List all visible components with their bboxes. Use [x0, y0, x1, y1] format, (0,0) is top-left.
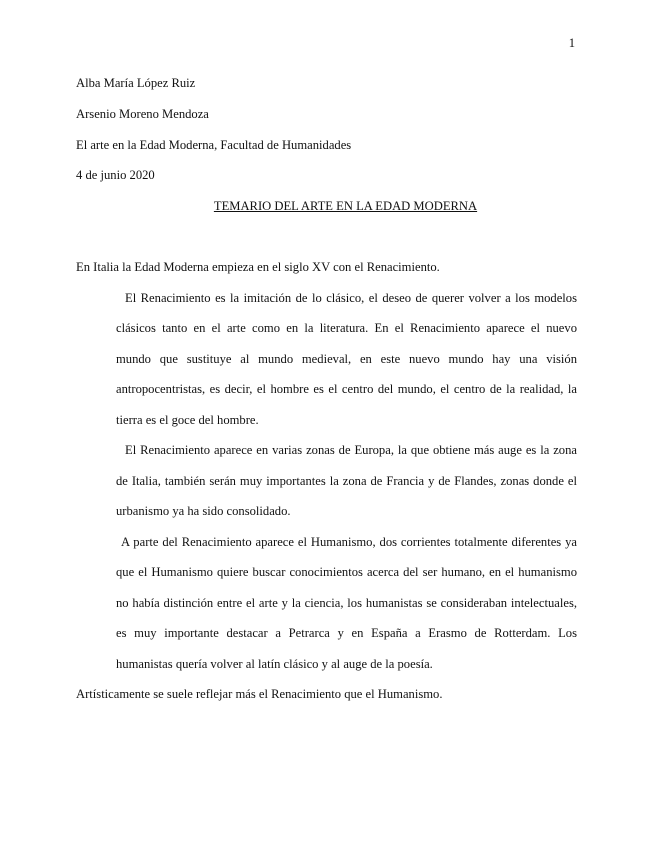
paragraph-line: tierra es el goce del hombre.	[116, 413, 259, 427]
closing-paragraph: Artísticamente se suele reflejar más el Renacimiento que el Humanismo.	[76, 687, 443, 701]
paragraph-line: urbanismo ya ha sido consolidado.	[116, 504, 291, 518]
paragraph-line: El Renacimiento aparece en varias zonas de Europa, la que obtiene más auge es la zona	[125, 443, 577, 457]
paragraph-line: clásicos tanto en el arte como en la literatura. En el Renacimiento aparece el nuevo	[116, 321, 577, 335]
document-title: TEMARIO DEL ARTE EN LA EDAD MODERNA	[213, 199, 478, 213]
page-number: 1	[568, 36, 575, 50]
paragraph-line: no había distinción entre el arte y la ciencia, los humanistas se consideraban intelectuales,	[116, 596, 577, 610]
paragraph-line: El Renacimiento es la imitación de lo clásico, el deseo de querer volver a los modelos	[125, 291, 577, 305]
instructor-name: Arsenio Moreno Mendoza	[76, 107, 209, 121]
paragraph-line: humanistas quería volver al latín clásico y al auge de la poesía.	[116, 657, 433, 671]
intro-paragraph: En Italia la Edad Moderna empieza en el siglo XV con el Renacimiento.	[76, 260, 440, 274]
paragraph-line: A parte del Renacimiento aparece el Humanismo, dos corrientes totalmente diferentes ya	[121, 535, 577, 549]
document-date: 4 de junio 2020	[76, 168, 155, 182]
paragraph-line: es muy importante destacar a Petrarca y en España a Erasmo de Rotterdam. Los	[116, 626, 577, 640]
author-name: Alba María López Ruiz	[76, 76, 196, 90]
paragraph-line: mundo que sustituye al mundo medieval, en este nuevo mundo hay una visión	[116, 352, 577, 366]
course-name: El arte en la Edad Moderna, Facultad de Humanidades	[76, 138, 352, 152]
paragraph-line: de Italia, también serán muy importantes la zona de Francia y de Flandes, zonas donde el	[116, 474, 577, 488]
paragraph-line: antropocentristas, es decir, el hombre es el centro del mundo, el centro de la realidad, la	[116, 382, 577, 396]
paragraph-line: que el Humanismo quiere buscar conocimientos acerca del ser humano, en el humanismo	[116, 565, 577, 579]
